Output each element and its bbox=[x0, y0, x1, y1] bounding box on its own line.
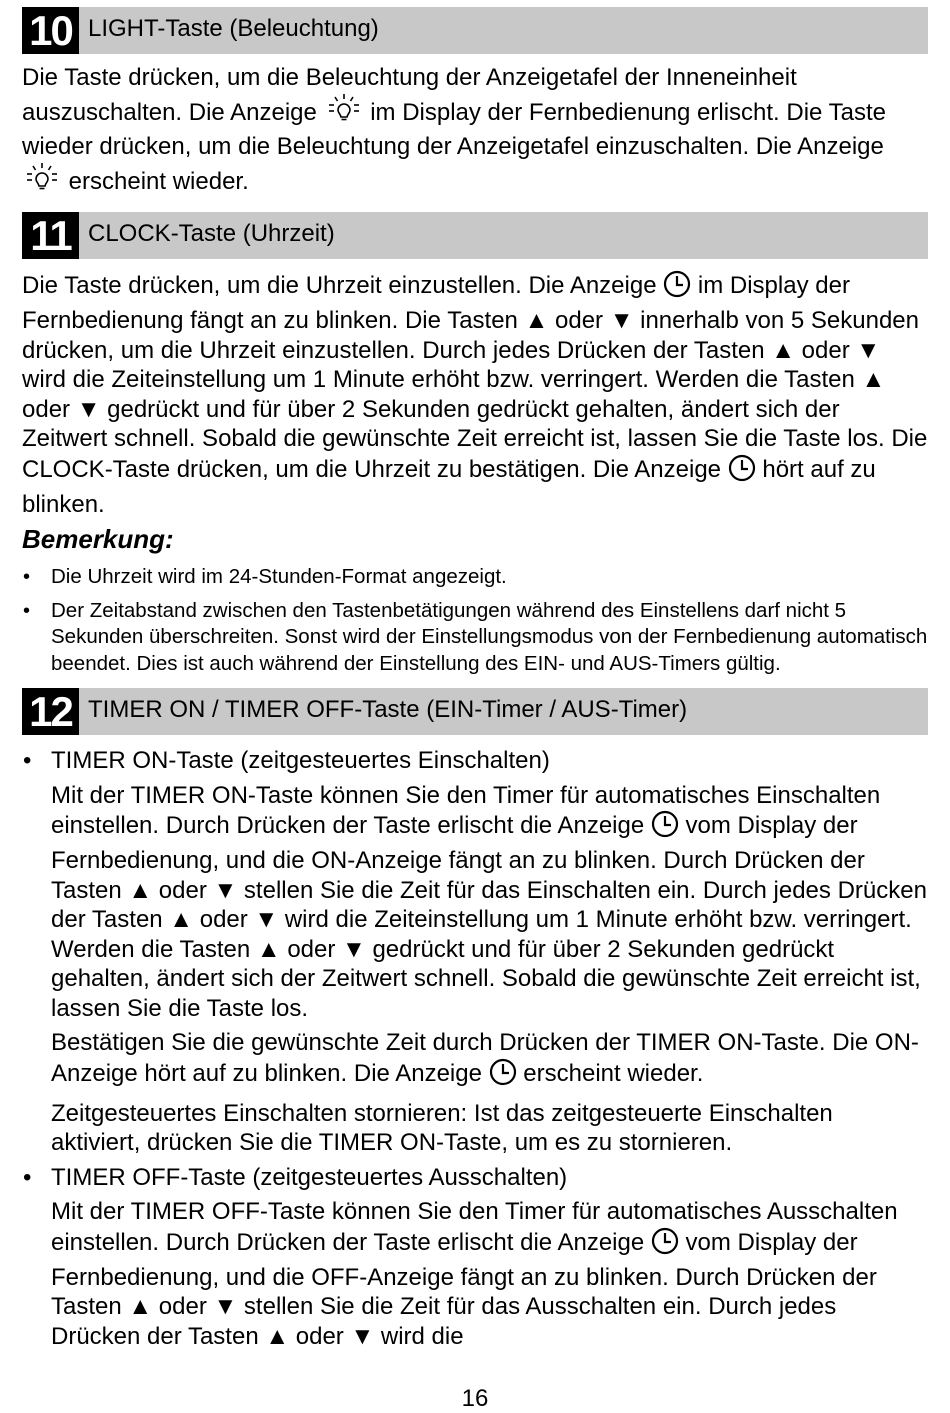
text-fragment: Mit der TIMER ON-Taste können Sie den Timer für automatisches Einschalten einstellen. Durch Drücken der Taste erlischt die Anzeige bbox=[51, 781, 881, 840]
timer-on-paragraph-1 bbox=[51, 781, 928, 1024]
list-item: • Der Zeitabstand zwischen den Tastenbetätigungen während des Einstellens darf nicht 5 Sekunden überschreiten. Sonst wird der Einstellungsmodus von der Fernbedienung automatisch beendet. Dies ist auch während der Einstellung des EIN- und AUS-Timers gültig. bbox=[22, 598, 928, 678]
text-fragment: hört auf zu blinken. bbox=[22, 455, 876, 518]
section-number: 12 bbox=[22, 688, 79, 735]
timer-list bbox=[22, 746, 928, 1351]
section-number: 11 bbox=[22, 212, 79, 259]
section-heading-12 bbox=[22, 688, 928, 735]
timer-off-paragraph-1 bbox=[51, 1197, 928, 1351]
clock-icon bbox=[489, 1058, 517, 1094]
clock-icon bbox=[651, 1227, 679, 1263]
list-item: • Die Uhrzeit wird im 24-Stunden-Format angezeigt. bbox=[22, 564, 928, 591]
section-11-text bbox=[22, 270, 928, 519]
section-title: LIGHT-Taste (Beleuchtung) bbox=[88, 15, 379, 42]
remark-list bbox=[22, 564, 928, 677]
section-10-text bbox=[22, 63, 928, 201]
section-heading-10 bbox=[22, 7, 928, 54]
light-bulb-icon bbox=[324, 93, 364, 133]
timer-on-paragraph-2 bbox=[51, 1028, 928, 1093]
section-title: CLOCK-Taste (Uhrzeit) bbox=[88, 220, 335, 248]
list-item-timer-on bbox=[22, 746, 928, 1158]
light-bulb-icon bbox=[22, 162, 62, 202]
text-fragment: Die Taste drücken, um die Beleuchtung der Anzeigetafel der Inneneinheit auszuschalten. Die Anzeige bbox=[22, 64, 797, 126]
text-fragment: vom Display der Fernbedienung, und die OFF-Anzeige fängt an zu blinken. Durch Drücken der Tasten ▲ oder ▼ stellen Sie die Zeit für das Ausschalten ein. Durch jedes Drücken der Tasten ▲ oder ▼ wird die bbox=[51, 1229, 877, 1350]
text-fragment: Mit der TIMER OFF-Taste können Sie den Timer für automatisches Ausschalten einstellen. Durch Drücken der Taste erlischt die Anzeige bbox=[51, 1198, 898, 1257]
clock-icon bbox=[651, 810, 679, 846]
text-fragment: erscheint wieder. bbox=[62, 167, 249, 195]
section-title: TIMER ON / TIMER OFF-Taste (EIN-Timer / AUS-Timer) bbox=[88, 696, 688, 724]
timer-on-heading: • TIMER ON-Taste (zeitgesteuertes Einschalten) bbox=[51, 747, 550, 775]
text-fragment: vom Display der Fernbedienung, und die ON-Anzeige fängt an zu blinken. Durch Drücken der Tasten ▲ oder ▼ stellen Sie die Zeit für das Einschalten ein. Durch jedes Drücken der Tasten ▲ oder ▼ wird die Zeiteinstellung um 1 Minute erhöht bzw. verringert. Werden die Tasten ▲ oder ▼ gedrückt und für über 2 Sekunden gedrückt gehalten, ändert sich der Zeitwert schnell. Sobald die gewünschte Zeit erreicht ist, lassen Sie die Taste los. bbox=[51, 812, 927, 1022]
text-fragment: Bestätigen Sie die gewünschte Zeit durch Drücken der TIMER ON-Taste. Die ON-Anzeige hört auf zu blinken. Die Anzeige bbox=[51, 1029, 919, 1088]
text-fragment: Die Taste drücken, um die Uhrzeit einzustellen. Die Anzeige bbox=[22, 272, 664, 300]
text-fragment: im Display der Fernbedienung fängt an zu blinken. Die Tasten ▲ oder ▼ innerhalb von 5 Sekunden drücken, um die Uhrzeit einzustellen. Durch jedes Drücken der Tasten ▲ oder ▼ wird die Zeiteinstellung um 1 Minute erhöht bzw. verringert. Werden die Tasten ▲ oder ▼ gedrückt und für über 2 Sekunden gedrückt gehalten, ändert sich der Zeitwert schnell. Sobald die gewünschte Zeit erreicht ist, lassen Sie die Taste los. Die CLOCK-Taste drücken, um die Uhrzeit zu bestätigen. Die Anzeige bbox=[22, 272, 928, 483]
page-number: 16 bbox=[461, 1385, 489, 1412]
timer-off-heading: • TIMER OFF-Taste (zeitgesteuertes Ausschalten) bbox=[51, 1163, 568, 1191]
section-number: 10 bbox=[22, 7, 79, 54]
section-heading-11 bbox=[22, 212, 928, 259]
timer-on-paragraph-3: Zeitgesteuertes Einschalten stornieren: Ist das zeitgesteuerte Einschalten aktiviert, drücken Sie die TIMER ON-Taste, um es zu stornieren. bbox=[51, 1099, 833, 1157]
manual-page bbox=[22, 7, 928, 1356]
text-fragment: im Display der Fernbedienung erlischt. Die Taste wieder drücken, um die Beleuchtung der Anzeigetafel einzuschalten. Die Anzeige bbox=[22, 98, 886, 161]
clock-icon bbox=[728, 454, 756, 490]
clock-icon bbox=[663, 270, 691, 306]
remark-heading: Bemerkung: bbox=[22, 524, 174, 555]
text-fragment: erscheint wieder. bbox=[516, 1060, 704, 1088]
list-item-timer-off bbox=[22, 1163, 928, 1352]
